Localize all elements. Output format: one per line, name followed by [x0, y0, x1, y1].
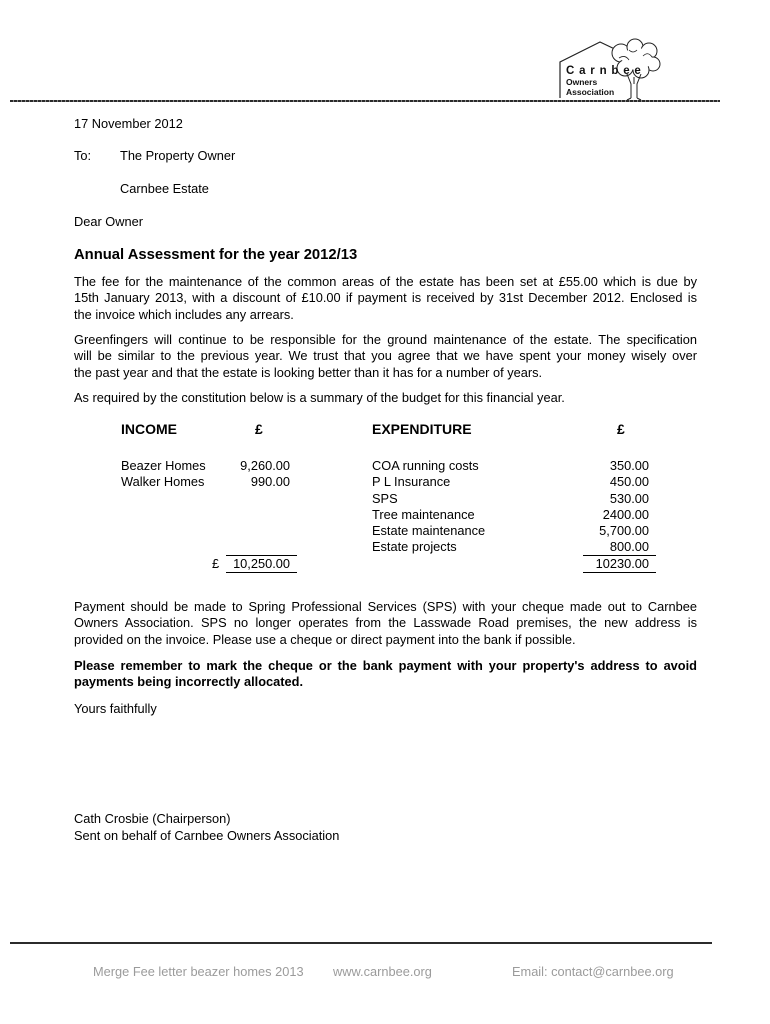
footer-rule	[10, 942, 712, 944]
footer-website: www.carnbee.org	[333, 964, 432, 979]
income-header: INCOME	[121, 421, 177, 437]
sent-on-behalf: Sent on behalf of Carnbee Owners Association	[74, 828, 340, 843]
paragraph-line: the past year and that the estate is looking better than it has for a number of years.	[74, 364, 543, 380]
budget-intro-paragraph	[74, 390, 697, 406]
expenditure-amount: 450.00	[609, 474, 649, 490]
paragraph-line: Please remember to mark the cheque or the bank payment with your property's address to avoid	[74, 658, 697, 673]
income-amount: 990.00	[250, 474, 290, 490]
salutation: Dear Owner	[74, 214, 143, 229]
letter-date: 17 November 2012	[74, 116, 183, 131]
expenditure-row	[372, 523, 649, 539]
paragraph-line: will be similar to the previous year. We trust that you agree that we have spent your money wisely over	[74, 348, 697, 364]
logo-name: Carnbee	[566, 65, 646, 77]
income-currency-header: £	[255, 421, 263, 437]
expenditure-amount: 2400.00	[602, 506, 649, 522]
paragraph-line: 15th January 2013, with a discount of £10.00 if payment is received by 31st December 2012. Enclosed is	[74, 290, 697, 306]
income-label: Beazer Homes	[121, 458, 206, 473]
expenditure-row	[372, 539, 649, 555]
recipient-name: The Property Owner	[120, 148, 236, 163]
income-amount: 9,260.00	[240, 458, 290, 473]
expenditure-amount: 5,700.00	[599, 523, 649, 539]
paragraph-line: the invoice which includes any arrears.	[74, 306, 294, 322]
logo-association: Association	[566, 87, 615, 97]
expenditure-amount: 800.00	[609, 539, 649, 555]
expenditure-total: 10230.00	[583, 555, 656, 573]
expenditure-header: EXPENDITURE	[372, 421, 472, 437]
recipient-estate: Carnbee Estate	[120, 181, 209, 196]
expenditure-currency-header: £	[617, 421, 625, 437]
paragraph-line: provided on the invoice. Please use a cheque or direct payment into the bank if possible.	[74, 631, 576, 647]
expenditure-row	[372, 507, 649, 523]
expenditure-label: COA running costs	[372, 458, 479, 473]
paragraph-line: Payment should be made to Spring Professional Services (SPS) with your cheque made out to Carnbee	[74, 599, 697, 614]
footer-email: Email: contact@carnbee.org	[512, 964, 674, 979]
header-rule	[10, 100, 720, 102]
payment-paragraph	[74, 599, 697, 648]
to-label: To:	[74, 148, 92, 163]
expenditure-row	[372, 458, 649, 474]
letter-heading: Annual Assessment for the year 2012/13	[74, 247, 358, 263]
expenditure-label: Estate maintenance	[372, 523, 486, 539]
income-total: 10,250.00	[226, 555, 297, 573]
closing: Yours faithfully	[74, 701, 157, 716]
carnbee-logo	[555, 38, 667, 100]
paragraph-line: The fee for the maintenance of the common areas of the estate has been set at £55.00 which is due by	[74, 274, 697, 289]
signatory: Cath Crosbie (Chairperson)	[74, 811, 231, 826]
expenditure-label: SPS	[372, 490, 398, 506]
expenditure-label: P L Insurance	[372, 474, 451, 490]
maintenance-paragraph	[74, 332, 697, 381]
expenditure-row	[372, 474, 649, 490]
income-row	[121, 474, 290, 490]
income-label: Walker Homes	[121, 474, 205, 490]
footer-document-name: Merge Fee letter beazer homes 2013	[93, 964, 304, 979]
income-list	[121, 458, 290, 491]
expenditure-label: Estate projects	[372, 539, 457, 555]
fee-paragraph	[74, 274, 697, 323]
expenditure-row	[372, 491, 649, 507]
expenditure-amount: 530.00	[609, 490, 649, 506]
expenditure-label: Tree maintenance	[372, 506, 475, 522]
paragraph-line: Owners Association. SPS no longer operates from the Lasswade Road premises, the new address is	[74, 615, 697, 631]
paragraph-line: As required by the constitution below is a summary of the budget for this financial year.	[74, 390, 565, 405]
expenditure-list	[372, 458, 649, 556]
income-total-currency: £	[212, 556, 220, 571]
expenditure-amount: 350.00	[609, 458, 649, 473]
paragraph-line: Greenfingers will continue to be responsible for the ground maintenance of the estate. The specification	[74, 332, 697, 347]
income-row	[121, 458, 290, 474]
logo-owners: Owners	[566, 77, 598, 87]
paragraph-line: payments being incorrectly allocated.	[74, 674, 303, 690]
reminder-paragraph	[74, 658, 697, 691]
